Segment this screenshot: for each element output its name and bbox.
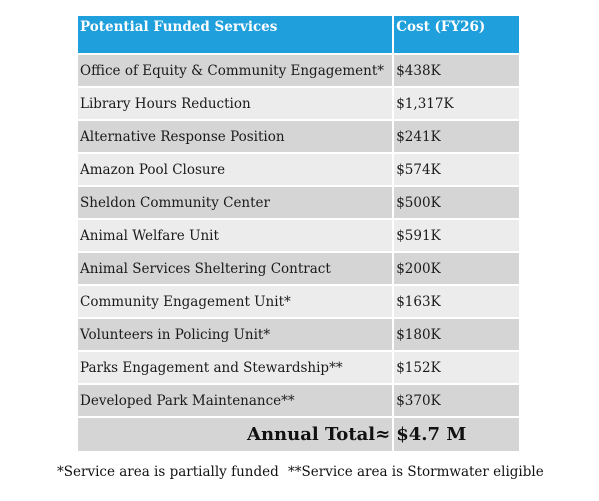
service-name: Sheldon Community Center xyxy=(78,185,392,218)
table-row xyxy=(78,185,519,218)
service-name: Parks Engagement and Stewardship** xyxy=(78,350,392,383)
total-row xyxy=(78,416,519,451)
service-cost: $591K xyxy=(392,218,519,251)
table-row xyxy=(78,284,519,317)
table-row xyxy=(78,251,519,284)
service-cost: $574K xyxy=(392,152,519,185)
table-row xyxy=(78,53,519,86)
service-cost: $152K xyxy=(392,350,519,383)
table-row xyxy=(78,350,519,383)
service-cost: $500K xyxy=(392,185,519,218)
service-name: Library Hours Reduction xyxy=(78,86,392,119)
service-name: Animal Services Sheltering Contract xyxy=(78,251,392,284)
service-name: Animal Welfare Unit xyxy=(78,218,392,251)
footnote-stormwater-eligible: **Service area is Stormwater eligible xyxy=(288,464,544,480)
funded-services-table xyxy=(78,16,519,451)
table-row xyxy=(78,152,519,185)
table-row xyxy=(78,119,519,152)
annual-total-value: $4.7 M xyxy=(392,416,519,451)
service-cost: $241K xyxy=(392,119,519,152)
service-name: Community Engagement Unit* xyxy=(78,284,392,317)
service-name: Amazon Pool Closure xyxy=(78,152,392,185)
table-row xyxy=(78,86,519,119)
service-cost: $370K xyxy=(392,383,519,416)
service-name: Alternative Response Position xyxy=(78,119,392,152)
service-cost: $200K xyxy=(392,251,519,284)
header-service: Potential Funded Services xyxy=(78,16,392,53)
footnote-partially-funded: *Service area is partially funded xyxy=(57,464,279,480)
service-cost: $1,317K xyxy=(392,86,519,119)
table-row xyxy=(78,317,519,350)
service-name: Office of Equity & Community Engagement* xyxy=(78,53,392,86)
header-cost: Cost (FY26) xyxy=(392,16,519,53)
service-cost: $438K xyxy=(392,53,519,86)
table-header-row xyxy=(78,16,519,53)
service-name: Volunteers in Policing Unit* xyxy=(78,317,392,350)
service-cost: $180K xyxy=(392,317,519,350)
table-row xyxy=(78,383,519,416)
table-row xyxy=(78,218,519,251)
service-cost: $163K xyxy=(392,284,519,317)
annual-total-label: Annual Total≈ xyxy=(78,416,392,451)
service-name: Developed Park Maintenance** xyxy=(78,383,392,416)
